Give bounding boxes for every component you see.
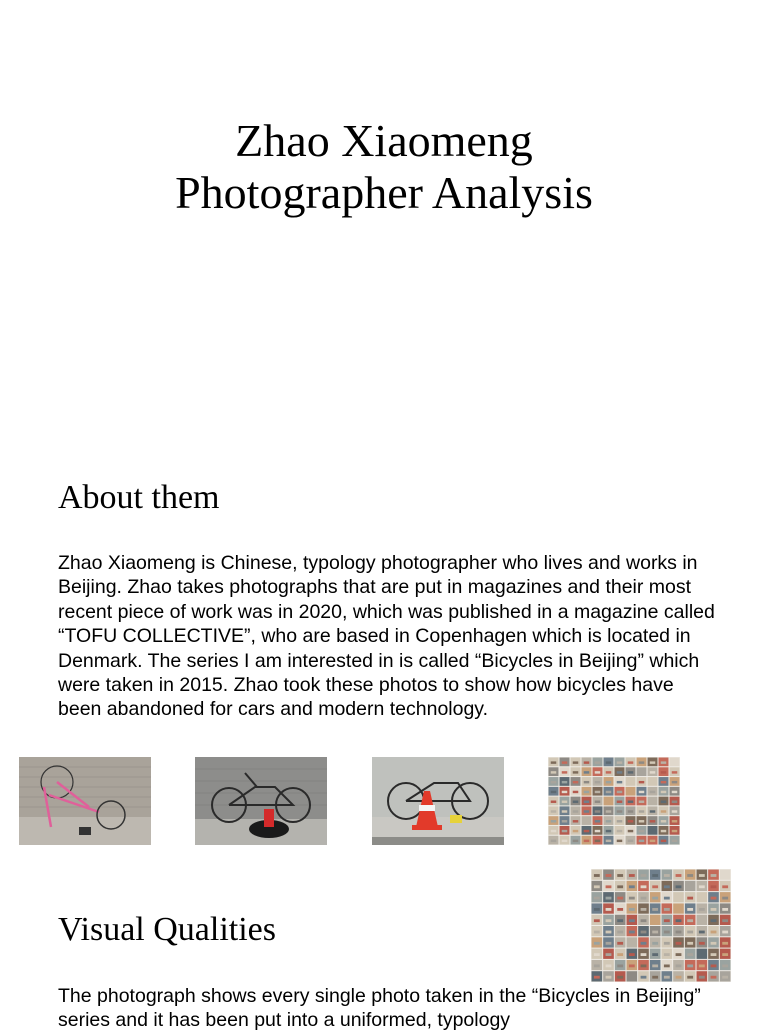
collage-tile-detail [699,976,705,979]
collage-tile-detail [594,885,600,888]
collage-tile-detail [617,801,623,803]
collage-tile-detail [641,953,647,956]
collage-tile-detail [687,885,693,888]
collage-tile-detail [664,976,670,979]
collage-tile-detail [628,820,634,822]
collage-tile-detail [722,908,728,911]
collage-tile-detail [664,897,670,900]
collage-tile-detail [639,791,645,793]
collage-tile-detail [562,761,568,763]
collage-tile-detail [584,820,590,822]
collage-tile-detail [661,840,667,842]
collage-tile-detail [676,931,682,934]
collage-tile-detail [573,801,579,803]
collage-tile-detail [629,885,635,888]
collage-tile-detail [551,801,557,803]
collage-tile-detail [617,781,623,783]
collage-tile-detail [617,791,623,793]
collage-tile-detail [687,897,693,900]
collage-tile-detail [573,820,579,822]
collage-tile-detail [711,942,717,945]
collage-tile-detail [639,810,645,812]
collage-tile-detail [661,830,667,832]
collage-tile-detail [722,931,728,934]
collage-tile-detail [676,942,682,945]
collage-tile-detail [629,931,635,934]
collage-tile-detail [672,781,678,783]
collage-tile-detail [584,761,590,763]
collage-tile-detail [652,931,658,934]
collage-tile-detail [573,840,579,842]
collage-tile-detail [676,874,682,877]
collage-tile-detail [652,942,658,945]
collage-tile-detail [687,942,693,945]
collage-tile-detail [650,791,656,793]
collage-tile-detail [606,908,612,911]
collage-tile-detail [687,919,693,922]
collage-tile-detail [584,781,590,783]
collage-tile-detail [551,810,557,812]
title-line-1: Zhao Xiaomeng [235,115,533,166]
collage-tile-detail [562,810,568,812]
collage-tile-detail [650,840,656,842]
collage-tile-detail [629,874,635,877]
collage-tile-detail [594,942,600,945]
collage-tile-detail [628,761,634,763]
collage-tile-detail [722,964,728,967]
collage-tile-detail [652,953,658,956]
collage-tile-detail [672,801,678,803]
collage-tile-detail [650,801,656,803]
collage-tile-detail [617,771,623,773]
collage-tile-detail [641,897,647,900]
collage-tile-detail [617,761,623,763]
collage-tile-detail [606,874,612,877]
bicycle-collage-large [591,869,731,982]
collage-tile-detail [551,820,557,822]
collage-tile-detail [641,976,647,979]
collage-tile-detail [687,976,693,979]
collage-tile-detail [699,931,705,934]
collage-tile-detail [629,908,635,911]
collage-tile-detail [617,874,623,877]
bicycle-photo-pink [19,757,151,845]
bicycle-photo-cone [372,757,504,845]
collage-tile-detail [711,874,717,877]
collage-tile-detail [573,830,579,832]
visual-qualities-heading: Visual Qualities [58,911,276,948]
collage-tile-detail [664,964,670,967]
collage-tile-detail [639,801,645,803]
collage-tile-detail [606,840,612,842]
collage-tile-detail [584,801,590,803]
collage-tile-detail [617,885,623,888]
collage-tile-detail [672,810,678,812]
collage-tile-detail [650,830,656,832]
collage-tile-detail [722,942,728,945]
collage-tile-detail [628,771,634,773]
collage-tile-detail [641,942,647,945]
collage-tile-detail [661,771,667,773]
collage-tile-detail [639,830,645,832]
collage-tile-detail [628,791,634,793]
collage-tile-detail [606,953,612,956]
collage-tile-detail [606,931,612,934]
collage-tile-detail [551,771,557,773]
collage-tile-detail [573,771,579,773]
collage-tile-detail [699,908,705,911]
collage-tile-detail [641,919,647,922]
collage-tile-detail [711,964,717,967]
collage-tile-detail [606,810,612,812]
collage-tile-detail [664,919,670,922]
collage-tile-detail [650,781,656,783]
collage-tile-detail [617,942,623,945]
collage-tile-detail [664,885,670,888]
collage-tile-detail [687,964,693,967]
collage-tile-detail [699,919,705,922]
collage-tile-detail [594,874,600,877]
collage-tile-detail [661,810,667,812]
collage-tile-detail [672,761,678,763]
about-paragraph: Zhao Xiaomeng is Chinese, typology photographer who lives and works in Beijing. Zhao takes photographs that are put in magazines and their most recent piece of work was in 2020, which was published in a magazine called “TOFU COLLECTIVE”, who are based in Copenhagen which is located in Denmark. The series I am interested in is called “Bicycles in Beijing” which were taken in 2015. Zhao took these photos to show how bicycles have been abandoned for cars and modern technology. [58,552,715,721]
collage-tile-detail [676,976,682,979]
collage-tile-detail [687,874,693,877]
collage-tile-detail [722,897,728,900]
collage-tile-detail [551,830,557,832]
collage-tile-detail [687,953,693,956]
collage-tile-detail [639,840,645,842]
collage-tile-detail [711,897,717,900]
collage-tile-detail [629,897,635,900]
collage-tile-detail [650,820,656,822]
collage-tile-detail [652,885,658,888]
collage-tile-detail [711,908,717,911]
collage-tile-detail [628,840,634,842]
collage-tile-detail [606,761,612,763]
collage-tile-detail [722,953,728,956]
document-title [0,115,768,219]
collage-tile-detail [722,874,728,877]
collage-tile-detail [595,820,601,822]
collage-tile-detail [672,771,678,773]
collage-tile-detail [652,908,658,911]
visual-qualities-paragraph: The photograph shows every single photo taken in the “Bicycles in Beijing” series and it has been put into a uniformed, typology [58,985,701,1032]
collage-tile-detail [722,919,728,922]
collage-tile-detail [606,897,612,900]
collage-tile-detail [711,919,717,922]
collage-tile-detail [629,942,635,945]
collage-tile-detail [562,820,568,822]
collage-tile-detail [628,801,634,803]
collage-tile-detail [661,791,667,793]
collage-tile-detail [699,874,705,877]
collage-tile-detail [595,810,601,812]
collage-tile-detail [641,874,647,877]
collage-tile-detail [584,830,590,832]
collage-tile-detail [650,771,656,773]
collage-tile-detail [573,791,579,793]
collage-tile-detail [664,931,670,934]
collage-tile-detail [629,964,635,967]
collage-tile-detail [562,781,568,783]
about-heading: About them [58,479,220,516]
collage-tile-detail [652,964,658,967]
collage-tile-detail [606,919,612,922]
collage-tile-detail [650,810,656,812]
collage-tile-detail [562,771,568,773]
bicycle-collage-small [548,757,680,845]
collage-tile-detail [606,976,612,979]
collage-tile-detail [628,781,634,783]
collage-tile-detail [629,953,635,956]
collage-tile-detail [661,781,667,783]
collage-tile-detail [606,942,612,945]
collage-tile-detail [661,761,667,763]
collage-tile-detail [652,874,658,877]
collage-tile-detail [650,761,656,763]
collage-tile-detail [711,953,717,956]
collage-tile-detail [594,897,600,900]
collage-tile-detail [617,810,623,812]
collage-tile-detail [606,830,612,832]
collage-tile-detail [699,942,705,945]
collage-tile-detail [594,964,600,967]
collage-tile-detail [722,885,728,888]
collage-tile-detail [594,931,600,934]
collage-tile-detail [584,810,590,812]
collage-tile-detail [672,840,678,842]
collage-tile-detail [617,919,623,922]
collage-tile-detail [606,820,612,822]
collage-tile-detail [594,953,600,956]
collage-tile-detail [595,771,601,773]
collage-tile-detail [687,908,693,911]
collage-tile-detail [594,976,600,979]
collage-tile-detail [606,964,612,967]
collage-tile-detail [617,820,623,822]
collage-tile-detail [639,820,645,822]
collage-tile-detail [594,908,600,911]
collage-tile-detail [594,919,600,922]
collage-tile-detail [661,820,667,822]
collage-tile-detail [573,781,579,783]
collage-tile-detail [661,801,667,803]
collage-tile-detail [595,781,601,783]
collage-tile-detail [551,781,557,783]
collage-tile-detail [629,919,635,922]
collage-tile-detail [641,885,647,888]
collage-tile-detail [551,840,557,842]
collage-tile-detail [595,791,601,793]
title-line-2: Photographer Analysis [175,167,593,218]
collage-tile-detail [687,931,693,934]
collage-tile-detail [595,840,601,842]
collage-tile-detail [672,791,678,793]
collage-tile-detail [562,830,568,832]
collage-tile-detail [551,791,557,793]
collage-tile-detail [641,908,647,911]
collage-tile-detail [699,897,705,900]
collage-tile-detail [584,771,590,773]
bicycle-photo-tire [195,757,327,845]
collage-tile-detail [652,919,658,922]
collage-tile-detail [595,801,601,803]
collage-tile-detail [652,897,658,900]
collage-tile-detail [699,953,705,956]
collage-tile-detail [664,942,670,945]
collage-tile-detail [606,885,612,888]
collage-tile-detail [639,781,645,783]
collage-tile-detail [629,976,635,979]
collage-tile-detail [641,964,647,967]
collage-tile-detail [584,791,590,793]
collage-tile-detail [617,840,623,842]
collage-tile-detail [664,953,670,956]
collage-tile-detail [606,771,612,773]
collage-tile-detail [606,781,612,783]
collage-tile-detail [617,931,623,934]
collage-tile-detail [595,830,601,832]
collage-tile-detail [573,761,579,763]
collage-tile-detail [672,830,678,832]
collage-tile-detail [562,801,568,803]
collage-tile-detail [676,919,682,922]
collage-tile-detail [562,840,568,842]
collage-tile-detail [628,810,634,812]
collage-tile-detail [664,874,670,877]
collage-tile-detail [606,791,612,793]
collage-tile-detail [639,761,645,763]
collage-tile-detail [711,885,717,888]
collage-tile-detail [699,964,705,967]
collage-tile-detail [562,791,568,793]
collage-tile-detail [617,976,623,979]
collage-tile-detail [711,931,717,934]
collage-tile-detail [595,761,601,763]
collage-tile-detail [617,964,623,967]
collage-tile-detail [676,964,682,967]
collage-tile-detail [573,810,579,812]
collage-tile-detail [711,976,717,979]
collage-tile-detail [617,908,623,911]
collage-tile-detail [676,885,682,888]
collage-tile-detail [617,897,623,900]
collage-tile-detail [551,761,557,763]
collage-tile-detail [617,830,623,832]
collage-tile-detail [672,820,678,822]
collage-tile-detail [639,771,645,773]
collage-tile-detail [664,908,670,911]
collage-tile-detail [617,953,623,956]
collage-tile-detail [584,840,590,842]
collage-tile-detail [699,885,705,888]
collage-tile-detail [676,908,682,911]
collage-tile-detail [652,976,658,979]
collage-tile-detail [606,801,612,803]
collage-tile-detail [722,976,728,979]
collage-tile-detail [676,953,682,956]
collage-tile-detail [641,931,647,934]
collage-tile-detail [676,897,682,900]
collage-tile-detail [628,830,634,832]
